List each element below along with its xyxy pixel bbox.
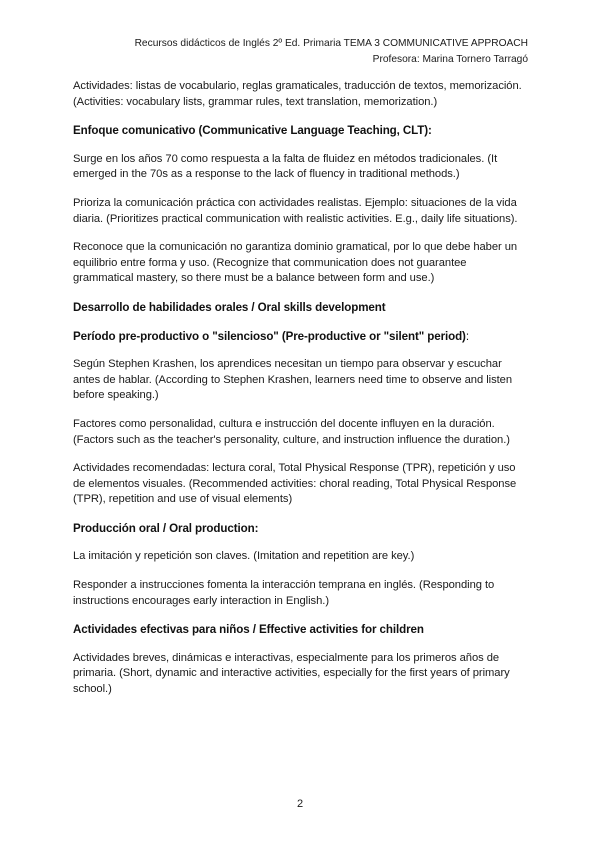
heading-silent-period-colon: : [465,329,469,343]
page-number: 2 [296,798,304,810]
heading-silent-period [73,329,529,345]
paragraph-recommended-activities: Actividades recomendadas: lectura coral, Total Physical Response (TPR), repetición y uso de elementos visuales. (Recommended activities: choral reading, Total Physical Response (TPR), repetition and use of visual elements) [73,462,517,506]
paragraph-imitation: La imitación y repetición son claves. (Imitation and repetition are key.) [73,550,415,563]
heading-effective-activities: Actividades efectivas para niños / Effective activities for children [73,623,424,637]
paragraph-factors: Factores como personalidad, cultura e instrucción del docente influyen en la duración. (Factors such as the teacher's personality, culture, and instruction influence the duration.) [73,417,510,446]
paragraph-instructions: Responder a instrucciones fomenta la interacción temprana en inglés. (Responding to instructions encourages early interaction in English.) [73,579,495,607]
page-body [73,79,529,711]
heading-silent-period-text: Período pre-productivo o "silencioso" (Pre-productive or "silent" period) [73,329,466,343]
paragraph-clt-origin: Surge en los años 70 como respuesta a la falta de fluidez en métodos tradicionales. (It emerged in the 70s as a response to the lack of fluency in traditional methods.) [73,152,498,181]
header-teacher: Profesora: Marina Tornero Tarragó [372,54,528,65]
paragraph-traditional-activities: Actividades: listas de vocabulario, reglas gramaticales, traducción de textos, memorización. (Activities: vocabulary lists, grammar rules, text translation, memorization.) [73,80,522,108]
paragraph-clt-priority: Prioriza la comunicación práctica con actividades realistas. Ejemplo: situaciones de la vida diaria. (Prioritizes practical communication with realistic activities. E.g., daily life situations). [73,196,518,225]
heading-oral-skills: Desarrollo de habilidades orales / Oral skills development [73,300,386,314]
heading-oral-production: Producción oral / Oral production: [73,521,259,535]
paragraph-clt-balance: Reconoce que la comunicación no garantiza dominio gramatical, por lo que debe haber un equilibrio entre forma y uso. (Recognize that communication does not guarantee grammatical mastery, so there must be a balance between form and use.) [73,241,518,285]
heading-communicative-approach: Enfoque comunicativo (Communicative Language Teaching, CLT): [73,124,432,138]
header-course-title: Recursos didácticos de Inglés 2º Ed. Primaria TEMA 3 COMMUNICATIVE APPROACH [134,38,528,49]
page-header [0,36,528,68]
paragraph-krashen: Según Stephen Krashen, los aprendices necesitan un tiempo para observar y escuchar antes de hablar. (According to Stephen Krashen, learners need time to observe and listen before speaking.) [73,358,513,402]
paragraph-effective-activities: Actividades breves, dinámicas e interactivas, especialmente para los primeros años de primaria. (Short, dynamic and interactive activities, especially for the first years of primary school.) [73,651,510,696]
